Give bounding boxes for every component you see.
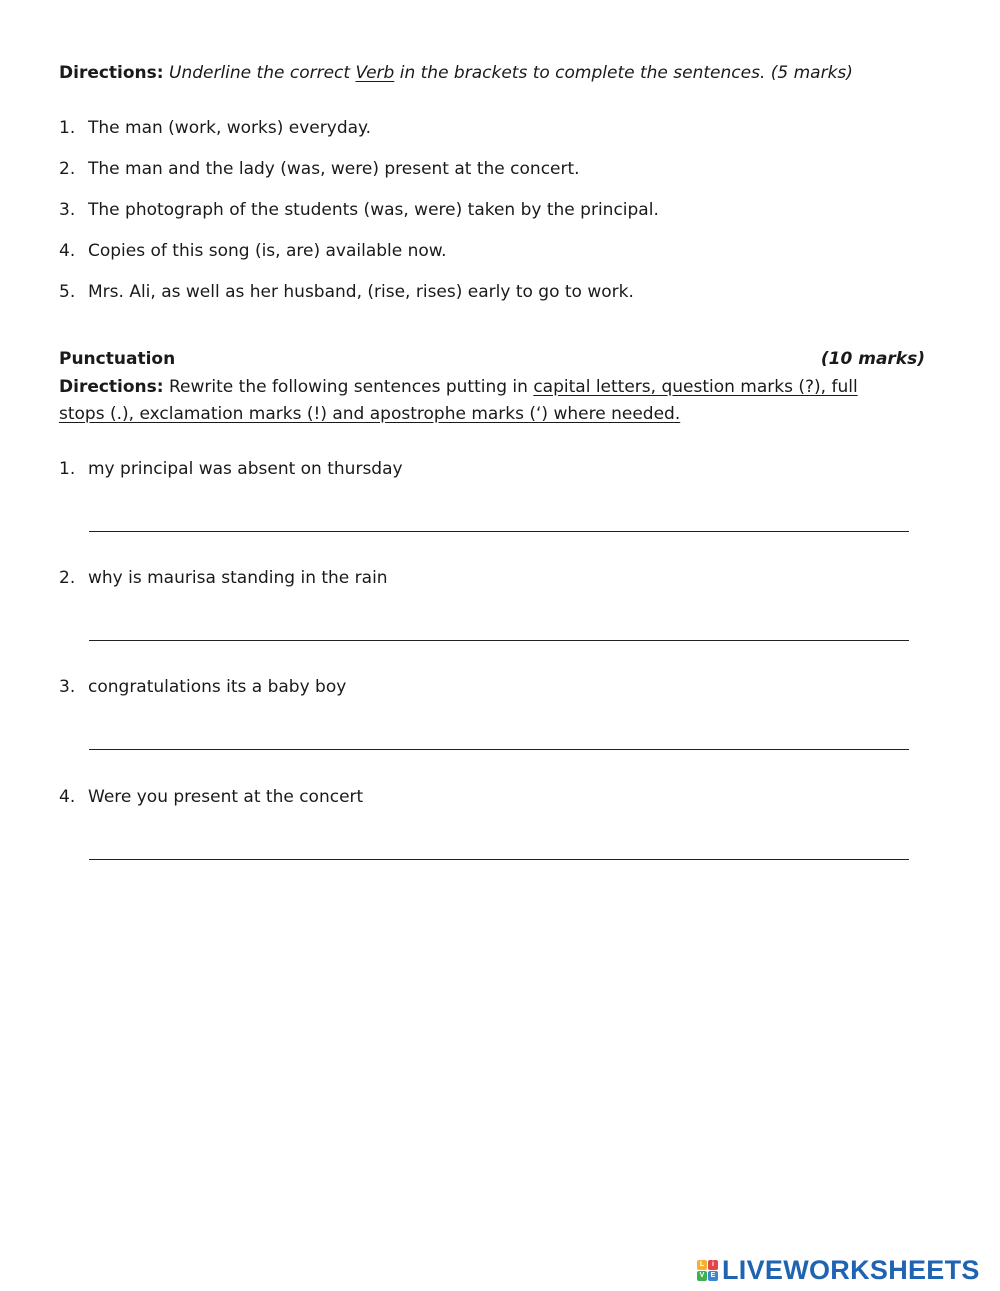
- directions-text-pre: Rewrite the following sentences putting in: [163, 377, 534, 397]
- directions-label: Directions:: [59, 63, 164, 83]
- item-number: 3.: [59, 677, 76, 697]
- item-text: The man (work, works) everyday.: [88, 118, 372, 138]
- item-text: my principal was absent on thursday: [88, 459, 403, 479]
- item-text: The photograph of the students (was, were) taken by the principal.: [88, 200, 659, 220]
- logo-text: LIVEWORKSHEETS: [722, 1254, 980, 1285]
- item-number: 2.: [59, 159, 76, 179]
- item-number: 3.: [59, 200, 76, 220]
- directions-label: Directions:: [59, 377, 164, 397]
- list-item: [59, 117, 371, 139]
- directions-text-pre: Underline the correct: [169, 63, 356, 83]
- list-item: [59, 786, 363, 808]
- directions-verb: Verb: [355, 63, 395, 83]
- logo-cube: V: [697, 1271, 707, 1281]
- list-item: [59, 240, 447, 262]
- item-text: Were you present at the concert: [88, 787, 364, 807]
- list-item: [59, 158, 580, 180]
- item-text: Copies of this song (is, are) available now.: [88, 241, 447, 261]
- directions-text-post: in the brackets to complete the sentences. (5 marks): [394, 63, 853, 83]
- answer-line[interactable]: [89, 531, 909, 532]
- list-item: [59, 676, 346, 698]
- item-text: congratulations its a baby boy: [88, 677, 347, 697]
- section2-directions-line2: stops (.), exclamation marks (!) and apostrophe marks (‘) where needed.: [59, 404, 681, 424]
- section2-directions-line1: [59, 376, 858, 398]
- logo-cube: L: [697, 1260, 707, 1270]
- list-item: [59, 458, 403, 480]
- directions-underlined-1: capital letters, question marks (?), full: [533, 377, 858, 397]
- liveworksheets-logo[interactable]: [697, 1255, 980, 1285]
- item-text: The man and the lady (was, were) present at the concert.: [88, 159, 580, 179]
- item-number: 4.: [59, 787, 76, 807]
- answer-line[interactable]: [89, 859, 909, 860]
- list-item: [59, 281, 634, 303]
- logo-cube: i: [708, 1260, 718, 1270]
- item-number: 4.: [59, 241, 76, 261]
- item-number: 5.: [59, 282, 76, 302]
- section1-directions: [59, 62, 853, 84]
- item-number: 1.: [59, 459, 76, 479]
- item-number: 1.: [59, 118, 76, 138]
- answer-line[interactable]: [89, 749, 909, 750]
- logo-cube: E: [708, 1271, 718, 1281]
- answer-line[interactable]: [89, 640, 909, 641]
- section2-title: Punctuation: [59, 349, 176, 369]
- item-number: 2.: [59, 568, 76, 588]
- list-item: [59, 567, 388, 589]
- list-item: [59, 199, 659, 221]
- section2-marks: (10 marks): [820, 349, 925, 369]
- logo-cubes-icon: [697, 1260, 718, 1281]
- item-text: Mrs. Ali, as well as her husband, (rise, rises) early to go to work.: [88, 282, 634, 302]
- item-text: why is maurisa standing in the rain: [88, 568, 388, 588]
